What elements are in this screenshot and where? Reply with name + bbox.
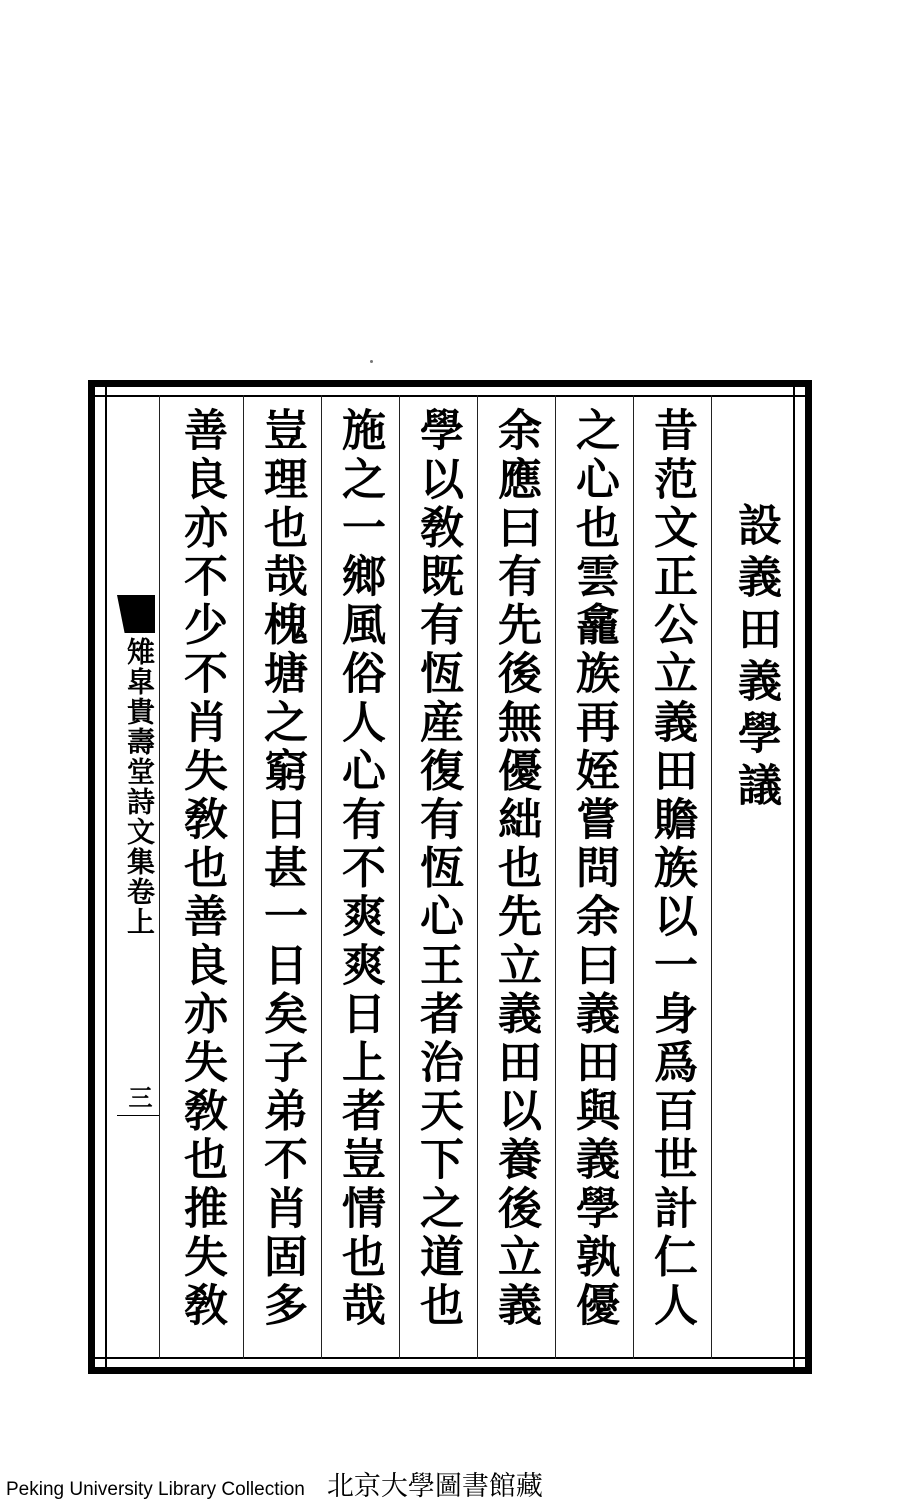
text-column-4: 學以敎既有恆産復有恆心王者治天下之道也 bbox=[412, 407, 463, 1331]
text-column-5: 施之一鄉風俗人心有不爽爽日上者豈情也哉 bbox=[334, 407, 385, 1331]
page-gutter bbox=[117, 595, 155, 1155]
text-column-7: 善良亦不少不肖失敎也善良亦失敎也推失敎 bbox=[176, 407, 227, 1331]
collection-label-zh: 北京大學圖書館藏 bbox=[326, 1471, 543, 1502]
column-rule bbox=[159, 395, 160, 1359]
frame-inner-right bbox=[793, 387, 795, 1367]
frame-inner-left bbox=[105, 387, 107, 1367]
gutter-page-number: 三 bbox=[124, 1085, 153, 1109]
column-rule bbox=[711, 395, 712, 1359]
text-column-1: 昔范文正公立義田贍族以一身爲百世計仁人 bbox=[646, 407, 697, 1331]
column-rule bbox=[243, 395, 244, 1359]
column-rule bbox=[321, 395, 322, 1359]
text-column-6: 豈理也哉槐塘之窮日甚一日矣子弟不肖固多 bbox=[256, 407, 307, 1331]
gutter-book-title: 雉皐貴壽堂詩文集卷上 bbox=[123, 637, 156, 937]
frame-inner-top bbox=[95, 395, 805, 397]
collection-label-en: Peking University Library Collection bbox=[6, 1479, 305, 1500]
text-column-2: 之心也雲龕族再姪嘗問余曰義田與義學孰優 bbox=[568, 407, 619, 1331]
page-frame bbox=[88, 380, 812, 1374]
column-rule bbox=[633, 395, 634, 1359]
column-rule bbox=[555, 395, 556, 1359]
gutter-divider bbox=[117, 1115, 159, 1116]
text-column-3: 余應曰有先後無優絀也先立義田以養後立義 bbox=[490, 407, 541, 1331]
column-rule bbox=[399, 395, 400, 1359]
essay-title: 設義田義學議 bbox=[730, 502, 781, 814]
fishtail-mark bbox=[117, 595, 155, 633]
collection-footer bbox=[6, 1464, 543, 1504]
column-rule bbox=[477, 395, 478, 1359]
paper-speck bbox=[370, 360, 373, 363]
